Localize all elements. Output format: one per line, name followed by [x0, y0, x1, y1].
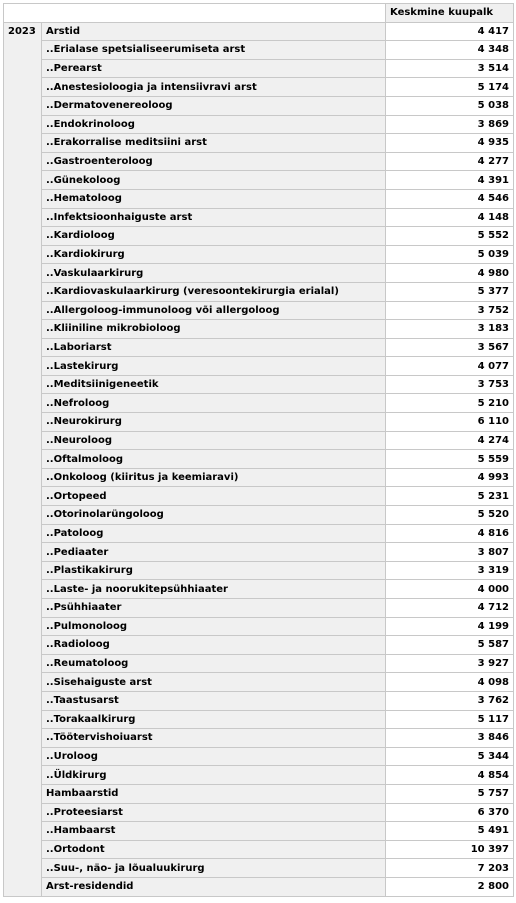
table-row [4, 171, 514, 190]
row-value: 4 980 [386, 264, 514, 283]
table-row [4, 654, 514, 673]
row-value: 10 397 [386, 840, 514, 859]
table-row [4, 357, 514, 376]
table-row [4, 227, 514, 246]
row-label: ..Perearst [42, 59, 386, 78]
table-row [4, 134, 514, 153]
row-label: ..Pediaater [42, 543, 386, 562]
row-value: 5 174 [386, 78, 514, 97]
table-row [4, 394, 514, 413]
row-value: 3 514 [386, 59, 514, 78]
row-value: 4 077 [386, 357, 514, 376]
table-row [4, 208, 514, 227]
row-label: ..Erakorralise meditsiini arst [42, 134, 386, 153]
table-row [4, 543, 514, 562]
row-value: 4 391 [386, 171, 514, 190]
row-value: 3 846 [386, 729, 514, 748]
row-label: ..Endokrinoloog [42, 115, 386, 134]
table-row [4, 636, 514, 655]
row-value: 5 039 [386, 245, 514, 264]
table-row [4, 729, 514, 748]
row-value: 5 587 [386, 636, 514, 655]
row-value: 3 807 [386, 543, 514, 562]
row-label: ..Nefroloog [42, 394, 386, 413]
row-value: 7 203 [386, 859, 514, 878]
row-label: ..Sisehaiguste arst [42, 673, 386, 692]
table-row [4, 301, 514, 320]
row-value: 4 816 [386, 524, 514, 543]
table-row [4, 859, 514, 878]
row-label: ..Ortodont [42, 840, 386, 859]
row-label: ..Lastekirurg [42, 357, 386, 376]
row-label: ..Proteesiarst [42, 803, 386, 822]
row-label: ..Kardioloog [42, 227, 386, 246]
row-value: 4 098 [386, 673, 514, 692]
row-label: ..Neuroloog [42, 431, 386, 450]
table-row [4, 747, 514, 766]
table-row [4, 264, 514, 283]
row-label: ..Hematoloog [42, 189, 386, 208]
row-value: 4 935 [386, 134, 514, 153]
row-label: ..Kardiovaskulaarkirurg (veresoontekirurgia erialal) [42, 282, 386, 301]
row-value: 4 993 [386, 468, 514, 487]
table-row [4, 22, 514, 41]
row-label: ..Erialase spetsialiseerumiseta arst [42, 41, 386, 60]
row-label: ..Günekoloog [42, 171, 386, 190]
row-label: ..Patoloog [42, 524, 386, 543]
row-value: 4 000 [386, 580, 514, 599]
table-row [4, 59, 514, 78]
row-value: 3 567 [386, 338, 514, 357]
table-row [4, 822, 514, 841]
table-row [4, 784, 514, 803]
table-row [4, 115, 514, 134]
row-label: ..Kardiokirurg [42, 245, 386, 264]
table-row [4, 320, 514, 339]
row-label: ..Plastikakirurg [42, 561, 386, 580]
row-label: ..Psühhiaater [42, 599, 386, 618]
row-value: 4 348 [386, 41, 514, 60]
row-label: ..Uroloog [42, 747, 386, 766]
table-row [4, 617, 514, 636]
table-row [4, 96, 514, 115]
row-value: 4 417 [386, 22, 514, 41]
year-cell: 2023 [4, 22, 42, 896]
table-row [4, 41, 514, 60]
row-value: 4 854 [386, 766, 514, 785]
row-value: 4 712 [386, 599, 514, 618]
row-value: 3 752 [386, 301, 514, 320]
row-value: 4 274 [386, 431, 514, 450]
header-row [4, 4, 514, 23]
row-value: 4 546 [386, 189, 514, 208]
table-row [4, 245, 514, 264]
row-value: 6 370 [386, 803, 514, 822]
table-row [4, 152, 514, 171]
row-label: Arstid [42, 22, 386, 41]
row-label: ..Neurokirurg [42, 413, 386, 432]
row-label: ..Hambaarst [42, 822, 386, 841]
table-row [4, 413, 514, 432]
table-row [4, 338, 514, 357]
table-row [4, 78, 514, 97]
row-label: ..Torakaalkirurg [42, 710, 386, 729]
row-label: ..Dermatovenereoloog [42, 96, 386, 115]
row-label: ..Kliiniline mikrobioloog [42, 320, 386, 339]
table-row [4, 599, 514, 618]
column-header: Keskmine kuupalk [386, 4, 514, 23]
table-row [4, 468, 514, 487]
row-value: 5 552 [386, 227, 514, 246]
row-value: 5 210 [386, 394, 514, 413]
table-row [4, 580, 514, 599]
table-row [4, 524, 514, 543]
row-label: ..Töötervishoiuarst [42, 729, 386, 748]
row-label: ..Laste- ja noorukitepsühhiaater [42, 580, 386, 599]
row-value: 5 344 [386, 747, 514, 766]
row-value: 5 038 [386, 96, 514, 115]
row-value: 5 757 [386, 784, 514, 803]
row-label: ..Infektsioonhaiguste arst [42, 208, 386, 227]
row-label: ..Ortopeed [42, 487, 386, 506]
table-row [4, 840, 514, 859]
salary-table [3, 3, 514, 897]
row-label: ..Anestesioloogia ja intensiivravi arst [42, 78, 386, 97]
row-label: ..Laboriarst [42, 338, 386, 357]
row-value: 5 377 [386, 282, 514, 301]
table-row [4, 282, 514, 301]
table-row [4, 710, 514, 729]
row-value: 3 927 [386, 654, 514, 673]
row-label: ..Meditsiinigeneetik [42, 375, 386, 394]
table-row [4, 431, 514, 450]
table-row [4, 487, 514, 506]
row-label: ..Suu-, näo- ja lõualuukirurg [42, 859, 386, 878]
table-row [4, 561, 514, 580]
row-label: ..Üldkirurg [42, 766, 386, 785]
row-value: 3 869 [386, 115, 514, 134]
row-value: 3 762 [386, 691, 514, 710]
row-value: 6 110 [386, 413, 514, 432]
table-row [4, 877, 514, 896]
table-row [4, 691, 514, 710]
row-value: 4 277 [386, 152, 514, 171]
row-label: ..Taastusarst [42, 691, 386, 710]
row-value: 5 559 [386, 450, 514, 469]
row-label: ..Reumatoloog [42, 654, 386, 673]
row-value: 3 753 [386, 375, 514, 394]
row-label: ..Vaskulaarkirurg [42, 264, 386, 283]
table-row [4, 375, 514, 394]
row-value: 3 319 [386, 561, 514, 580]
row-value: 5 520 [386, 506, 514, 525]
table-row [4, 450, 514, 469]
row-label: ..Pulmonoloog [42, 617, 386, 636]
header-corner [4, 4, 386, 23]
row-label: ..Onkoloog (kiiritus ja keemiaravi) [42, 468, 386, 487]
table-row [4, 766, 514, 785]
row-label: ..Radioloog [42, 636, 386, 655]
row-value: 4 199 [386, 617, 514, 636]
row-value: 5 491 [386, 822, 514, 841]
row-value: 3 183 [386, 320, 514, 339]
table-row [4, 803, 514, 822]
row-label: ..Oftalmoloog [42, 450, 386, 469]
row-label: ..Allergoloog-immunoloog või allergoloog [42, 301, 386, 320]
row-label: Hambaarstid [42, 784, 386, 803]
table-row [4, 189, 514, 208]
table-row [4, 506, 514, 525]
row-value: 5 231 [386, 487, 514, 506]
row-value: 4 148 [386, 208, 514, 227]
row-label: ..Otorinolarüngoloog [42, 506, 386, 525]
table-row [4, 673, 514, 692]
row-value: 2 800 [386, 877, 514, 896]
row-value: 5 117 [386, 710, 514, 729]
row-label: ..Gastroenteroloog [42, 152, 386, 171]
row-label: Arst-residendid [42, 877, 386, 896]
